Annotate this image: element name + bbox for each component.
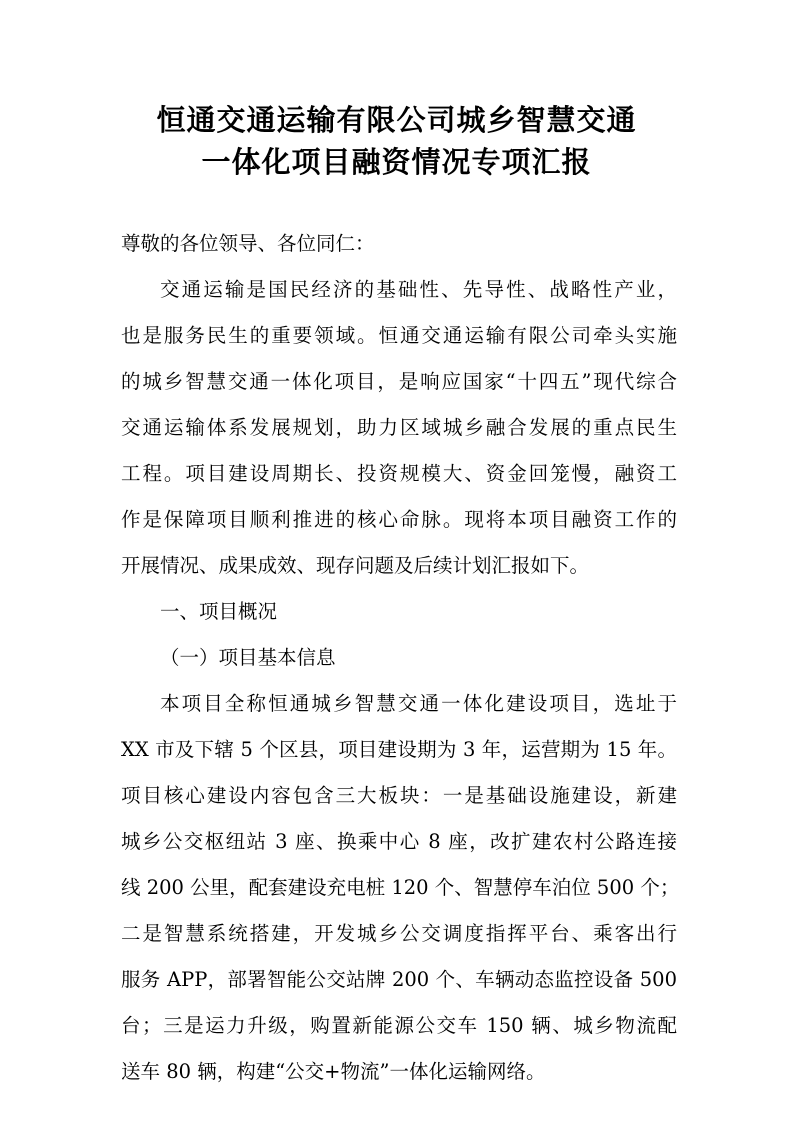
project-line: 城乡公交枢纽站 3 座、换乘中心 8 座，改扩建农村公路连接 <box>121 830 677 853</box>
document-title-line-1: 恒通交通运输有限公司城乡智慧交通 <box>156 103 637 137</box>
intro-line: 作是保障项目顺利推进的核心命脉。现将本项目融资工作的 <box>121 508 677 531</box>
project-line: 送车 80 辆，构建“公交+物流”一体化运输网络。 <box>121 1060 546 1083</box>
project-line: 本项目全称恒通城乡智慧交通一体化建设项目，选址于 <box>160 692 677 715</box>
project-line: XX 市及下辖 5 个区县，项目建设期为 3 年，运营期为 15 年。 <box>121 738 677 761</box>
project-line: 线 200 公里，配套建设充电桩 120 个、智慧停车泊位 500 个； <box>121 876 680 899</box>
intro-line: 交通运输体系发展规划，助力区域城乡融合发展的重点民生 <box>121 416 677 439</box>
intro-line: 交通运输是国民经济的基础性、先导性、战略性产业， <box>160 278 677 301</box>
intro-line: 也是服务民生的重要领域。恒通交通运输有限公司牵头实施 <box>121 324 677 347</box>
project-info-paragraph <box>121 681 680 1095</box>
intro-paragraph <box>121 267 677 589</box>
intro-line: 开展情况、成果成效、现存问题及后续计划汇报如下。 <box>121 554 590 577</box>
project-line: 台；三是运力升级，购置新能源公交车 150 辆、城乡物流配 <box>121 1014 677 1037</box>
section-heading: 一、项目概况 <box>160 600 278 623</box>
salutation: 尊敬的各位领导、各位同仁： <box>121 232 375 255</box>
intro-line: 工程。项目建设周期长、投资规模大、资金回笼慢，融资工 <box>121 462 677 485</box>
document-body <box>121 221 680 1095</box>
project-line: 项目核心建设内容包含三大板块：一是基础设施建设，新建 <box>121 784 677 807</box>
project-line: 服务 APP，部署智能公交站牌 200 个、车辆动态监控设备 500 <box>121 968 677 991</box>
subsection-heading: （一）项目基本信息 <box>160 646 336 669</box>
project-line: 二是智慧系统搭建，开发城乡公交调度指挥平台、乘客出行 <box>121 922 677 945</box>
document-title-line-2: 一体化项目融资情况专项汇报 <box>201 145 592 179</box>
intro-line: 的城乡智慧交通一体化项目，是响应国家“十四五”现代综合 <box>121 370 677 393</box>
